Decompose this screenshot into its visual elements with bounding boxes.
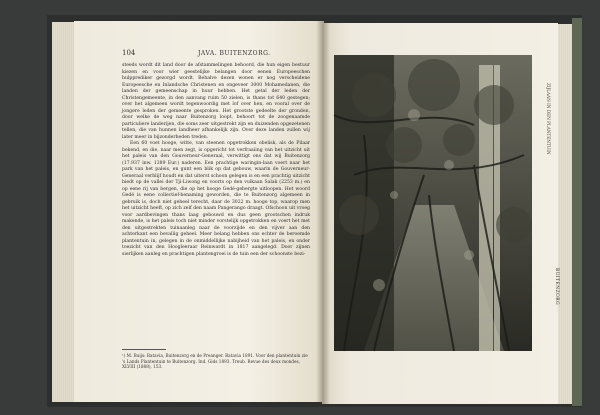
book-cover-edge [572, 18, 582, 406]
left-page [74, 21, 324, 402]
body-text [122, 63, 310, 258]
photo-caption: ZIJLAAN IN DEN PLANTENTUIN [546, 83, 551, 155]
right-page [322, 23, 558, 404]
side-label: BUITENZORG [554, 268, 559, 306]
page-number: 104 [122, 49, 136, 57]
garden-photo [334, 55, 532, 351]
left-page-edges [52, 22, 76, 402]
paragraph: Een 60 voet hooge, witte, van steenen opgetrokken obelisk, als de Pilaar bekend, en die, naar men zegt, is opgericht tot verfraaiing van het uitzicht uit het paleis van den Gouverneur-Generaal, verwittigt ons dat wij Buitenzorg (17.937 inw. 1389 Eur.) naderen. Een prachtige waringin-laan voert naar het park van het paleis, en gunt een blik op dat gebouw, waarin de Gouverneur-Generaal verblijf houdt en dat uiterst schoon gelegen is en een prachtig uitzicht biedt op de vallei der Tji-Liwong en voorts op den vulkaan Salak (2253 m.) en op eene rij van bergen, die op het hooge Gedé-gebergte uitloopen. Het woord Gedé is eene collectief-benaming geworden, die te Buitenzorg algemeen in gebruik is, doch niet geheel terecht, daar de 3022 m. hooge top, waarop men het uitzicht heeft, op zich zelf den naam Pangerango draagt. Ofschoon uit vroeg voor aardbevingen thans laag gebouwd en dus geen grootschen indruk makende, is het paleis toch niet minder vorstelijk opgetrokken en voert het met den uitgestrekten tuinaanleg naar de voorzijde en den vijver aan den achterkant een bevallig geheel. Meer belang hebben ons echter de beroemde plantentuin in, gelegen in de onmiddellijke nabijheid van het paleis, en onder toezicht van den Hoogleeraar Reinwardt in 1817 aangelegd. Door zijnen sierlijken aanleg en prachtigen plantengroei is de tuin een der schoonste bezi- [122, 141, 310, 257]
running-head [122, 49, 310, 59]
footnote: ¹) M. Buijs: Batavia, Buitenzorg en de Preanger. Batavia 1891. Voor den plantentuin zie 's Lands Plantentuin te Buitenzorg. Ind. Gids 1893. Treub. Revue des deux mondes, XLVIII (1888), 153. [122, 353, 308, 370]
paragraph: steeds wordt dit land door de afstammelingen behoord, die hun eigen bestuur kiezen en voor wier geestelijke belangen door eenen Europeeschen hulpprediker gezorgd wordt. Behalve dezen wonen er nog verscheidene Europeesche en Inlandsche Christenen en ongeveer 3000 Mohamedanen, die landen der gemeenschap in huur hebben. Het getal der leden der Christengemeente, in den aanvang ruim 50 zielen, is thans tot 640 gestegen; over het algemeen wordt tegenwoordig met lof over hen, en vooral over de jongere leden der gemeente gesproken. Het grootste gedeelte der gronden, door welke de weg naar Buitenzorg loopt, behoort tot de zoogenaamde particuliere landerijen, die soms zeer uitgestrekt zijn en duizenden opgezetenen tellen, die van hunnen landheer afhankelijk zijn. Over deze landen zullen wij later meer in bijzonderheden treden. [122, 63, 310, 140]
book-gutter [316, 21, 330, 404]
footnote-rule [122, 349, 166, 350]
header-title: JAVA. BUITENZORG. [198, 50, 271, 57]
